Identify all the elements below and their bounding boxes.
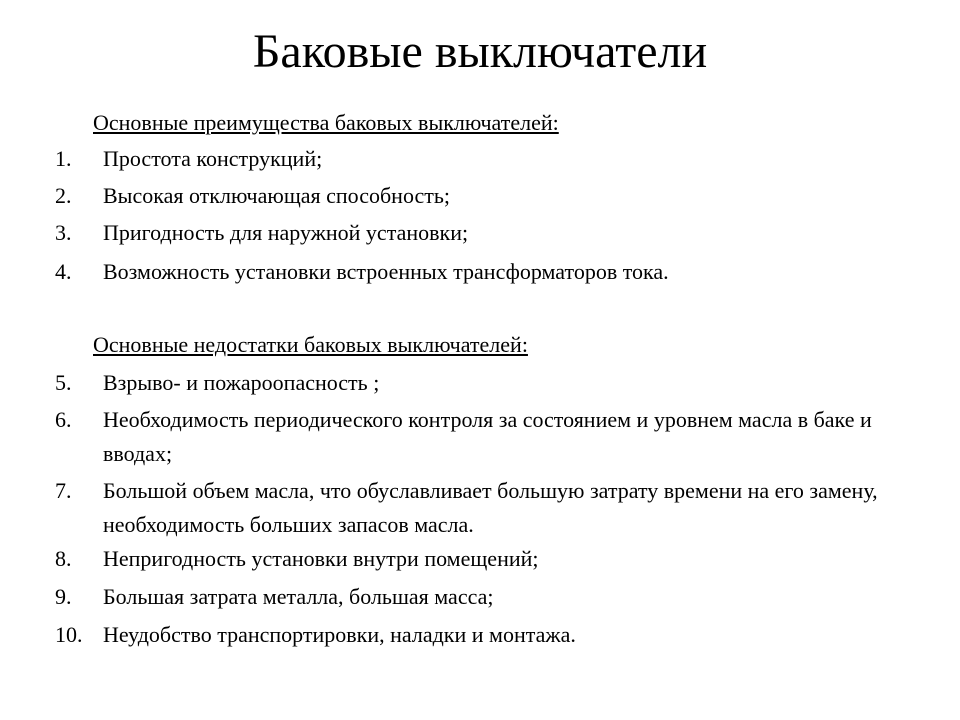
item-text: Пригодность для наружной установки; (103, 220, 469, 245)
item-text: Взрыво- и пожароопасность ; (103, 370, 380, 395)
item-text: Неудобство транспортировки, наладки и монтажа. (103, 622, 576, 647)
item-number: 6. (55, 407, 72, 432)
item-number: 1. (55, 146, 72, 171)
item-number: 4. (55, 259, 72, 284)
item-number: 3. (55, 220, 72, 245)
item-text: Простота конструкций; (103, 146, 323, 171)
item-number: 8. (55, 546, 72, 571)
item-text: Большой объем масла, что обуславливает большую затрату времени на его замену, необходимость больших запасов масла. (103, 478, 878, 537)
item-number: 2. (55, 183, 72, 208)
item-text: Непригодность установки внутри помещений; (103, 546, 539, 571)
item-text: Возможность установки встроенных трансформаторов тока. (103, 259, 669, 284)
item-number: 9. (55, 584, 72, 609)
item-number: 7. (55, 478, 72, 503)
item-text: Высокая отключающая способность; (103, 183, 451, 208)
item-number: 5. (55, 370, 72, 395)
advantages-heading: Основные преимущества баковых выключателей: (93, 110, 559, 135)
item-text: Необходимость периодического контроля за состоянием и уровнем масла в баке и вводах; (103, 407, 872, 466)
disadvantages-heading: Основные недостатки баковых выключателей: (93, 332, 528, 357)
item-text: Большая затрата металла, большая масса; (103, 584, 494, 609)
item-number: 10. (55, 622, 83, 647)
slide-title: Баковые выключатели (252, 25, 708, 78)
